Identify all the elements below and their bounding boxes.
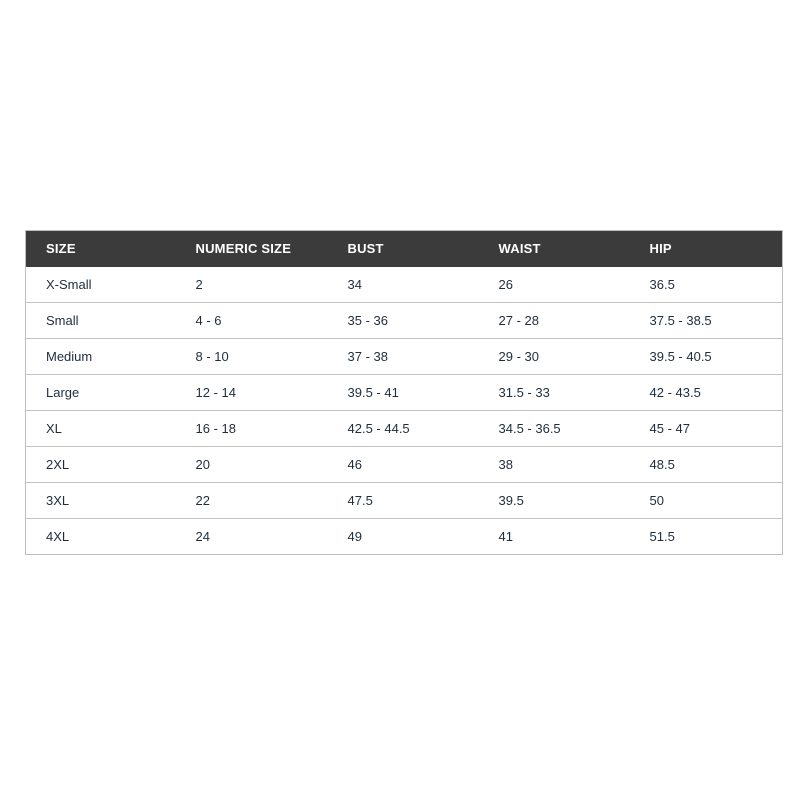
cell-size: X-Small <box>46 276 92 292</box>
table-row <box>26 519 783 555</box>
cell-numeric-size: 22 <box>195 493 210 508</box>
cell-numeric-size: 24 <box>195 529 210 544</box>
cell-size: 3XL <box>46 493 70 508</box>
header-bust: BUST <box>347 241 384 257</box>
table-row <box>26 411 783 447</box>
cell-bust: 35 - 36 <box>347 313 388 328</box>
header-numeric-size: NUMERIC SIZE <box>195 241 292 257</box>
cell-hip: 50 <box>649 493 664 508</box>
table-row <box>26 339 783 375</box>
cell-waist: 31.5 - 33 <box>498 385 550 400</box>
cell-size: Large <box>46 385 80 400</box>
size-chart-table <box>25 230 783 555</box>
cell-waist: 29 - 30 <box>498 349 539 364</box>
cell-bust: 34 <box>347 276 362 292</box>
cell-hip: 39.5 - 40.5 <box>649 349 712 364</box>
cell-hip: 37.5 - 38.5 <box>649 313 712 328</box>
cell-size: XL <box>46 421 62 436</box>
cell-size: Medium <box>46 349 93 364</box>
cell-bust: 46 <box>347 457 362 472</box>
cell-numeric-size: 2 <box>195 276 203 292</box>
cell-numeric-size: 16 - 18 <box>195 421 236 436</box>
cell-waist: 39.5 <box>498 493 524 508</box>
table-row <box>26 303 783 339</box>
cell-numeric-size: 8 - 10 <box>195 349 229 364</box>
cell-bust: 42.5 - 44.5 <box>347 421 410 436</box>
cell-bust: 49 <box>347 529 362 544</box>
table-row <box>26 447 783 483</box>
table-row <box>26 267 783 303</box>
cell-waist: 27 - 28 <box>498 313 539 328</box>
cell-bust: 47.5 <box>347 493 373 508</box>
size-chart-body <box>26 267 783 555</box>
cell-size: 2XL <box>46 457 70 472</box>
cell-numeric-size: 12 - 14 <box>195 385 236 400</box>
header-row <box>26 231 783 267</box>
cell-hip: 42 - 43.5 <box>649 385 701 400</box>
cell-size: 4XL <box>46 529 70 544</box>
table-row <box>26 375 783 411</box>
size-chart-header <box>26 231 783 267</box>
cell-bust: 39.5 - 41 <box>347 385 399 400</box>
cell-bust: 37 - 38 <box>347 349 388 364</box>
table-row <box>26 483 783 519</box>
header-size: SIZE <box>46 241 76 257</box>
cell-numeric-size: 20 <box>195 457 210 472</box>
cell-waist: 38 <box>498 457 513 472</box>
cell-hip: 45 - 47 <box>649 421 690 436</box>
cell-hip: 51.5 <box>649 529 675 544</box>
cell-hip: 36.5 <box>649 276 675 292</box>
header-waist: WAIST <box>498 241 541 257</box>
cell-waist: 26 <box>498 276 513 292</box>
header-hip: HIP <box>649 241 672 257</box>
cell-size: Small <box>46 313 79 328</box>
cell-hip: 48.5 <box>649 457 675 472</box>
cell-numeric-size: 4 - 6 <box>195 313 222 328</box>
cell-waist: 41 <box>498 529 513 544</box>
cell-waist: 34.5 - 36.5 <box>498 421 561 436</box>
